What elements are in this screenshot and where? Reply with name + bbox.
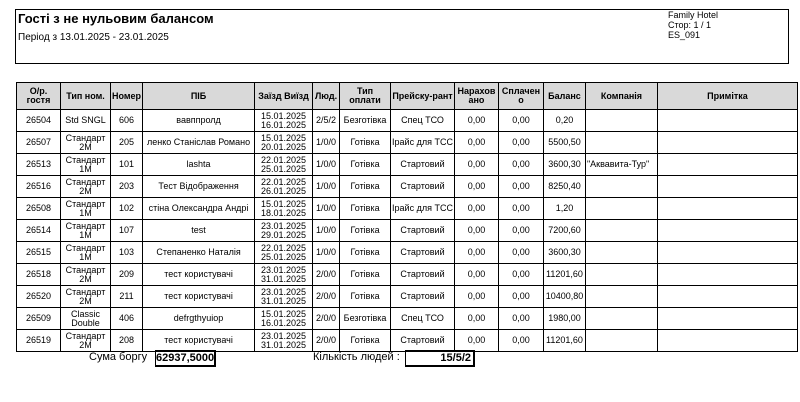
column-header: Люд. [313, 83, 340, 110]
table-cell: 211 [111, 286, 143, 308]
table-cell: 0,20 [543, 110, 585, 132]
table-cell: тест користувачі [143, 264, 255, 286]
table-cell: 0,00 [498, 132, 543, 154]
table-cell: 0,00 [498, 176, 543, 198]
table-row [17, 110, 798, 132]
table-cell: Готівка [340, 264, 391, 286]
table-cell [585, 132, 657, 154]
table-cell: lashta [143, 154, 255, 176]
table-cell: 606 [111, 110, 143, 132]
table-row [17, 154, 798, 176]
column-header: Компанія [585, 83, 657, 110]
report-meta [668, 10, 718, 40]
table-cell: 15.01.2025 20.01.2025 [255, 132, 313, 154]
table-cell: Стандарт 1М [61, 154, 111, 176]
table-cell: 0,00 [498, 110, 543, 132]
column-header: Тип ном. [61, 83, 111, 110]
table-cell: 26509 [17, 308, 61, 330]
table-cell: 3600,30 [543, 154, 585, 176]
debt-label: Сума боргу [89, 351, 148, 363]
table-cell: Стандарт 2М [61, 264, 111, 286]
table-cell: Стартовий [391, 176, 455, 198]
table-cell: 2/0/0 [313, 264, 340, 286]
table-cell [657, 220, 797, 242]
table-cell: Готівка [340, 154, 391, 176]
table-row [17, 242, 798, 264]
table-cell: 22.01.2025 25.01.2025 [255, 242, 313, 264]
table-cell: 26513 [17, 154, 61, 176]
table-cell [585, 330, 657, 352]
table-cell: 0,00 [454, 286, 498, 308]
column-header: ПІБ [143, 83, 255, 110]
table-cell [585, 198, 657, 220]
table-cell: 205 [111, 132, 143, 154]
table-cell: 2/5/2 [313, 110, 340, 132]
table-cell: стіна Олександра Андрі [143, 198, 255, 220]
table-cell: 0,00 [454, 242, 498, 264]
table-row [17, 308, 798, 330]
table-cell [657, 198, 797, 220]
column-header: Заїзд Виїзд [255, 83, 313, 110]
table-cell: Стандарт 2М [61, 176, 111, 198]
table-cell: 0,00 [498, 330, 543, 352]
table-cell: Стандарт 1М [61, 242, 111, 264]
table-cell: 7200,60 [543, 220, 585, 242]
table-cell: Спец ТСО [391, 308, 455, 330]
table-cell: Std SNGL [61, 110, 111, 132]
report-period: Період з 13.01.2025 - 23.01.2025 [18, 32, 169, 43]
table-cell: 1/0/0 [313, 220, 340, 242]
table-cell: 0,00 [454, 176, 498, 198]
people-value: 15/5/2 [405, 350, 475, 367]
table-cell [657, 330, 797, 352]
table-cell: "Аквавита-Тур" [585, 154, 657, 176]
table-cell: Classic Double [61, 308, 111, 330]
column-header: Нарахов ано [454, 83, 498, 110]
table-cell: 26507 [17, 132, 61, 154]
column-header: Номер [111, 83, 143, 110]
table-cell: 1/0/0 [313, 198, 340, 220]
table-cell: тест користувачі [143, 286, 255, 308]
table-cell: 5500,50 [543, 132, 585, 154]
table-cell: Готівка [340, 176, 391, 198]
report-code: ES_091 [668, 30, 701, 40]
table-cell: 26514 [17, 220, 61, 242]
table-cell: 26508 [17, 198, 61, 220]
table-cell [657, 242, 797, 264]
table-cell: 22.01.2025 26.01.2025 [255, 176, 313, 198]
column-header: Прейску-рант [391, 83, 455, 110]
table-cell: 0,00 [498, 242, 543, 264]
table-cell: 2/0/0 [313, 308, 340, 330]
table-cell: 203 [111, 176, 143, 198]
table-cell: Стандарт 1М [61, 220, 111, 242]
table-cell: ленко Станіслав Романо [143, 132, 255, 154]
table-cell [585, 220, 657, 242]
table-cell: Безготівка [340, 308, 391, 330]
table-cell: Степаненко Наталія [143, 242, 255, 264]
table-cell [657, 176, 797, 198]
column-header: О/р. гостя [17, 83, 61, 110]
table-cell: Стартовий [391, 154, 455, 176]
table-cell: 22.01.2025 25.01.2025 [255, 154, 313, 176]
table-cell: 101 [111, 154, 143, 176]
table-cell: Готівка [340, 286, 391, 308]
table-cell: 26504 [17, 110, 61, 132]
hotel-name: Family Hotel [668, 10, 719, 20]
table-cell [585, 308, 657, 330]
table-cell: Стартовий [391, 264, 455, 286]
table-cell: Стартовий [391, 242, 455, 264]
table-cell: вавппролд [143, 110, 255, 132]
table-cell: 26518 [17, 264, 61, 286]
table-cell: 23.01.2025 31.01.2025 [255, 264, 313, 286]
table-cell: 15.01.2025 18.01.2025 [255, 198, 313, 220]
table-cell: 8250,40 [543, 176, 585, 198]
column-header: Примітка [657, 83, 797, 110]
table-cell: 0,00 [498, 198, 543, 220]
report-header [15, 9, 789, 64]
table-cell: 1/0/0 [313, 132, 340, 154]
table-cell: 26515 [17, 242, 61, 264]
table-cell [585, 176, 657, 198]
table-cell: 11201,60 [543, 264, 585, 286]
table-cell: Стартовий [391, 220, 455, 242]
table-cell: 102 [111, 198, 143, 220]
table-cell: 23.01.2025 31.01.2025 [255, 330, 313, 352]
page-number: Стор: 1 / 1 [668, 20, 712, 30]
table-cell: 0,00 [454, 330, 498, 352]
table-cell: 0,00 [454, 198, 498, 220]
report-title: Гості з не нульовим балансом [18, 11, 214, 26]
table-row [17, 198, 798, 220]
table-header-row [17, 83, 798, 110]
table-cell: 103 [111, 242, 143, 264]
table-row [17, 264, 798, 286]
table-cell: 1/0/0 [313, 154, 340, 176]
table-cell: 1/0/0 [313, 176, 340, 198]
table-cell: 0,00 [454, 154, 498, 176]
table-cell: 0,00 [454, 308, 498, 330]
table-cell: 2/0/0 [313, 286, 340, 308]
table-cell [657, 264, 797, 286]
table-cell: Готівка [340, 242, 391, 264]
table-cell: 1,20 [543, 198, 585, 220]
table-row [17, 132, 798, 154]
column-header: Баланс [543, 83, 585, 110]
table-row [17, 176, 798, 198]
table-cell: 0,00 [498, 154, 543, 176]
table-cell: 107 [111, 220, 143, 242]
table-cell: 2/0/0 [313, 330, 340, 352]
table-cell: Стандарт 2М [61, 132, 111, 154]
table-cell: Готівка [340, 198, 391, 220]
table-cell: Готівка [340, 132, 391, 154]
column-header: Сплачен о [498, 83, 543, 110]
table-cell: 11201,60 [543, 330, 585, 352]
table-cell [657, 154, 797, 176]
table-cell: 26519 [17, 330, 61, 352]
table-cell: Спец ТСО [391, 110, 455, 132]
table-cell: Стандарт 2М [61, 330, 111, 352]
table-cell: 0,00 [498, 308, 543, 330]
guests-table [16, 82, 798, 352]
table-row [17, 330, 798, 352]
table-cell: 1980,00 [543, 308, 585, 330]
table-cell: Безготівка [340, 110, 391, 132]
table-row [17, 220, 798, 242]
table-cell: 3600,30 [543, 242, 585, 264]
table-cell [657, 132, 797, 154]
table-cell: 15.01.2025 16.01.2025 [255, 308, 313, 330]
table-cell: Стартовий [391, 286, 455, 308]
table-cell: тест користувачі [143, 330, 255, 352]
table-cell: Стандарт 1М [61, 198, 111, 220]
table-cell: 0,00 [454, 132, 498, 154]
table-cell: 0,00 [454, 110, 498, 132]
table-cell [657, 110, 797, 132]
table-cell: Готівка [340, 330, 391, 352]
table-cell: 1/0/0 [313, 242, 340, 264]
table-cell: 10400,80 [543, 286, 585, 308]
table-cell: Ірайс для ТСС [391, 132, 455, 154]
table-cell [585, 264, 657, 286]
table-cell: Стандарт 2М [61, 286, 111, 308]
table-cell: 0,00 [454, 220, 498, 242]
table-cell [585, 242, 657, 264]
table-cell: 26516 [17, 176, 61, 198]
table-cell [585, 286, 657, 308]
table-cell: 23.01.2025 31.01.2025 [255, 286, 313, 308]
table-cell: 406 [111, 308, 143, 330]
column-header: Тип оплати [340, 83, 391, 110]
table-cell: 209 [111, 264, 143, 286]
table-cell: 15.01.2025 16.01.2025 [255, 110, 313, 132]
table-cell: 0,00 [498, 286, 543, 308]
table-cell: 0,00 [498, 220, 543, 242]
table-cell: 26520 [17, 286, 61, 308]
table-cell: test [143, 220, 255, 242]
table-cell [657, 286, 797, 308]
people-label: Кількість людей : [313, 351, 400, 363]
table-cell [585, 110, 657, 132]
table-cell: 208 [111, 330, 143, 352]
table-cell [657, 308, 797, 330]
table-cell: Стартовий [391, 330, 455, 352]
table-cell: 0,00 [498, 264, 543, 286]
table-cell: Ірайс для ТСС [391, 198, 455, 220]
table-cell: 0,00 [454, 264, 498, 286]
table-cell: 23.01.2025 29.01.2025 [255, 220, 313, 242]
table-cell: defrgthyuiop [143, 308, 255, 330]
debt-value: 62937,5000 [155, 350, 216, 367]
table-cell: Готівка [340, 220, 391, 242]
table-cell: Тест Відображення [143, 176, 255, 198]
table-row [17, 286, 798, 308]
